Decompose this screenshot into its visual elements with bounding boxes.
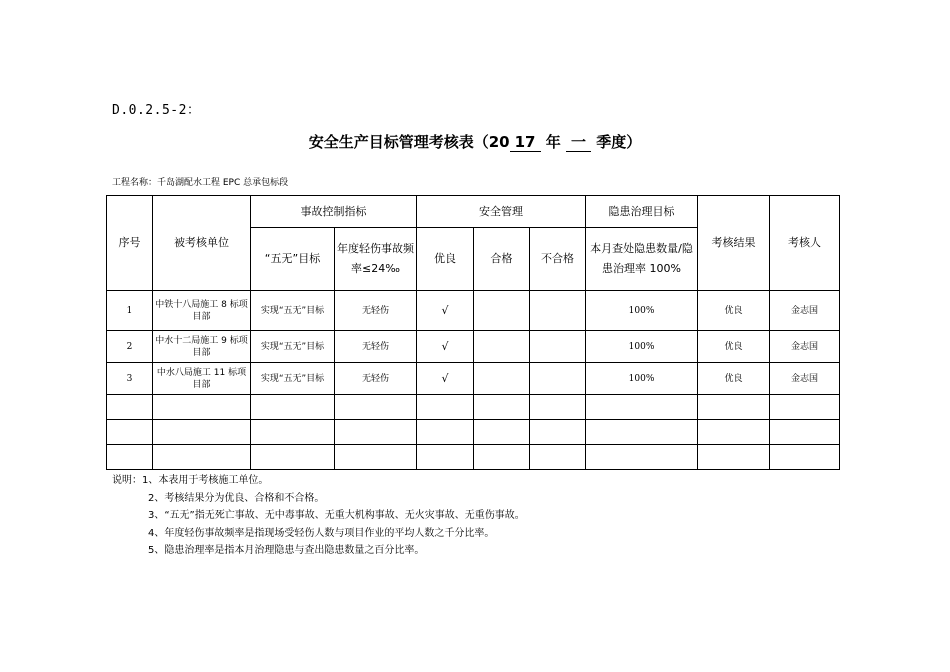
header-seq: 序号 [107, 196, 153, 291]
header-excellent: 优良 [417, 228, 474, 291]
table-row [107, 363, 840, 395]
header-safety-management: 安全管理 [417, 196, 586, 228]
row-injury: 无轻伤 [335, 291, 417, 331]
title-prefix: 安全生产目标管理考核表（ [308, 133, 489, 151]
row-hazard: 100% [586, 331, 698, 363]
row-hazard: 100% [586, 363, 698, 395]
note-line: 3、“五无”指无死亡事故、无中毒事故、无重大机构事故、无火灾事故、无重伤事故。 [148, 510, 525, 521]
year-fill: 17 [510, 133, 541, 152]
note-line: 5、隐患治理率是指本月治理隐患与查出隐患数量之百分比率。 [148, 545, 425, 556]
row-assessor: 金志国 [770, 363, 840, 395]
row-pass [474, 291, 530, 331]
row-seq: 3 [107, 363, 153, 395]
row-assessor: 金志国 [770, 331, 840, 363]
notes [112, 472, 525, 560]
row-excellent-mark: √ [417, 291, 474, 331]
header-five-none: “五无”目标 [251, 228, 335, 291]
note-line: 说明：1、本表用于考核施工单位。 [112, 475, 269, 486]
header-hazard-rate: 本月查处隐患数量/隐患治理率 100% [586, 228, 698, 291]
header-unit: 被考核单位 [153, 196, 251, 291]
row-injury: 无轻伤 [335, 331, 417, 363]
header-result: 考核结果 [698, 196, 770, 291]
row-unit: 中水八局施工 11 标项目部 [153, 363, 251, 395]
header-injury-rate: 年度轻伤事故频率≤24‰ [335, 228, 417, 291]
header-accident-control: 事故控制指标 [251, 196, 417, 228]
row-unit: 中水十二局施工 9 标项目部 [153, 331, 251, 363]
title-year-prefix: 20 [488, 133, 510, 151]
empty-table-row [107, 395, 840, 420]
row-fail [530, 363, 586, 395]
table-row [107, 291, 840, 331]
note-line: 2、考核结果分为优良、合格和不合格。 [148, 492, 325, 504]
row-result: 优良 [698, 331, 770, 363]
row-injury: 无轻伤 [335, 363, 417, 395]
note-line: 4、年度轻伤事故频率是指现场受轻伤人数与项目作业的平均人数之千分比率。 [148, 527, 495, 539]
row-five-none: 实现“五无”目标 [251, 291, 335, 331]
row-hazard: 100% [586, 291, 698, 331]
document-code: D.0.2.5-2： [112, 103, 201, 118]
form-title [0, 131, 950, 152]
project-name-line: 工程名称：千岛湖配水工程 EPC 总承包标段 [112, 178, 289, 188]
row-five-none: 实现“五无”目标 [251, 331, 335, 363]
assessment-table [106, 195, 840, 470]
row-excellent-mark: √ [417, 363, 474, 395]
row-pass [474, 363, 530, 395]
header-assessor: 考核人 [770, 196, 840, 291]
row-assessor: 金志国 [770, 291, 840, 331]
row-unit: 中铁十八局施工 8 标项目部 [153, 291, 251, 331]
empty-table-row [107, 445, 840, 470]
header-fail: 不合格 [530, 228, 586, 291]
table-row [107, 331, 840, 363]
row-fail [530, 331, 586, 363]
title-year-label: 年 [545, 133, 561, 151]
title-suffix: 季度） [596, 133, 642, 151]
row-seq: 2 [107, 331, 153, 363]
quarter-fill: 一 [566, 133, 591, 152]
row-result: 优良 [698, 291, 770, 331]
row-fail [530, 291, 586, 331]
header-hazard-target: 隐患治理目标 [586, 196, 698, 228]
empty-table-row [107, 420, 840, 445]
row-pass [474, 331, 530, 363]
row-result: 优良 [698, 363, 770, 395]
row-five-none: 实现“五无”目标 [251, 363, 335, 395]
header-pass: 合格 [474, 228, 530, 291]
row-excellent-mark: √ [417, 331, 474, 363]
row-seq: 1 [107, 291, 153, 331]
